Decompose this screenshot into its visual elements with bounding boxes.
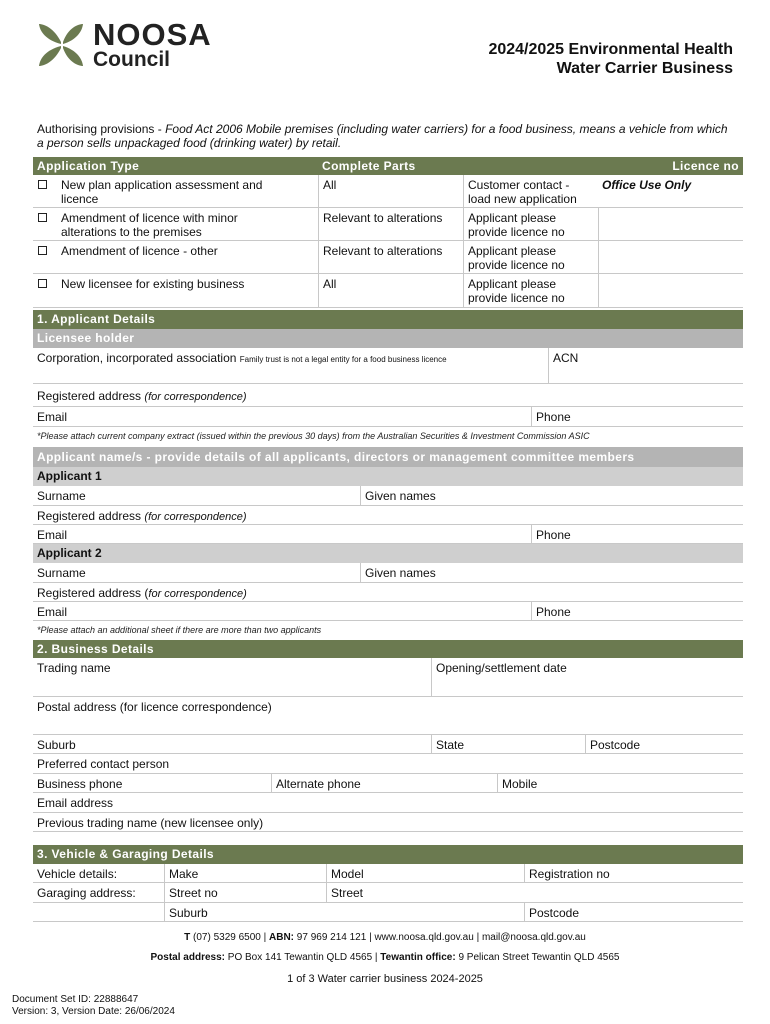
email-field[interactable] <box>33 407 531 426</box>
applicant1-email-field[interactable] <box>33 525 531 543</box>
street-no-label: Street no <box>169 886 218 900</box>
postcode-field[interactable] <box>585 735 743 753</box>
footer-abn-web-mail: 97 969 214 121 | www.noosa.qld.gov.au | mail@noosa.qld.gov.au <box>296 932 586 943</box>
header-licence-no: Licence no <box>672 159 739 173</box>
phone-field[interactable] <box>531 407 743 426</box>
applicant1-surname-field[interactable] <box>33 486 360 505</box>
contact-person-field[interactable] <box>33 754 743 773</box>
business-phone-field[interactable] <box>33 774 271 792</box>
licence-no-field-2[interactable] <box>598 208 743 240</box>
section-1-title: 1. Applicant Details <box>37 312 156 326</box>
additional-sheet-note: *Please attach an additional sheet if there are more than two applicants <box>37 625 322 635</box>
app-row-1 <box>33 175 743 208</box>
suburb-label: Suburb <box>37 738 76 752</box>
document-id-block <box>12 994 175 1018</box>
make-field[interactable] <box>164 864 326 882</box>
footer-t-label: T <box>184 932 191 943</box>
asic-note: *Please attach current company extract (issued within the previous 30 days) from the Australian Securities & Investment Commission ASIC <box>37 431 590 441</box>
office-use-only: Office Use Only <box>602 178 692 192</box>
alternate-phone-field[interactable] <box>271 774 497 792</box>
phone-label: Phone <box>536 410 571 424</box>
section-3-title: 3. Vehicle & Garaging Details <box>37 847 214 861</box>
street-label: Street <box>331 886 364 900</box>
postcode-label: Postcode <box>529 906 580 920</box>
street-no-field[interactable] <box>164 883 326 902</box>
note-new-licensee: Applicant please provide licence no <box>463 274 598 307</box>
given-names-label: Given names <box>365 566 436 580</box>
suburb-field[interactable] <box>33 735 431 753</box>
applicant1-phone-field[interactable] <box>531 525 743 543</box>
parts-new-licensee: All <box>318 274 463 307</box>
for-correspondence-label: for correspondence) <box>148 588 247 600</box>
postal-address-field[interactable] <box>33 697 743 734</box>
phone-label: Phone <box>536 528 571 542</box>
applicant2-surname-field[interactable] <box>33 563 360 582</box>
licence-no-field-3[interactable] <box>598 241 743 273</box>
logo-council-text: Council <box>93 48 170 71</box>
applicant-1-header: Applicant 1 <box>37 469 102 483</box>
authorising-prefix: Authorising provisions - <box>37 122 166 136</box>
applicants-section <box>33 447 743 621</box>
state-field[interactable] <box>431 735 585 753</box>
acn-label: ACN <box>553 351 579 365</box>
registered-address-label: Registered address ( <box>37 586 149 600</box>
app-row-2 <box>33 208 743 241</box>
corporation-note: Family trust is not a legal entity for a food business licence <box>239 355 447 364</box>
footer-abn-label: ABN: <box>269 932 295 943</box>
garaging-postcode-field[interactable] <box>524 903 743 921</box>
checkbox-amendment-other[interactable] <box>38 246 47 255</box>
trading-name-field[interactable] <box>33 658 431 696</box>
business-phone-label: Business phone <box>37 777 123 791</box>
previous-name-label: Previous trading name (new licensee only) <box>37 816 264 830</box>
corporation-label: Corporation, incorporated association <box>37 351 237 365</box>
corporation-field[interactable] <box>33 348 548 383</box>
business-details-section <box>33 640 743 832</box>
logo-noosa-text: NOOSA <box>93 17 212 52</box>
for-correspondence-label: (for correspondence) <box>144 391 247 403</box>
applicant-details-section <box>33 310 743 427</box>
opening-date-label: Opening/settlement date <box>436 661 567 675</box>
vehicle-garaging-section <box>33 845 743 922</box>
document-set-id: Document Set ID: 22888647 <box>12 994 139 1005</box>
model-field[interactable] <box>326 864 524 882</box>
for-correspondence-label: (for correspondence) <box>144 511 247 523</box>
app-type-amendment-other: Amendment of licence - other <box>61 244 218 258</box>
registered-address-label: Registered address <box>37 389 142 403</box>
surname-label: Surname <box>37 489 86 503</box>
email-label: Email <box>37 528 68 542</box>
app-type-new-plan: New plan application assessment and licence <box>61 178 263 206</box>
app-type-new-licensee: New licensee for existing business <box>61 277 245 291</box>
licensee-holder-header: Licensee holder <box>37 331 135 345</box>
section-2-title: 2. Business Details <box>37 642 154 656</box>
street-field[interactable] <box>326 883 743 902</box>
postal-address-label: Postal address (for licence correspondence) <box>37 700 272 714</box>
document-title <box>488 40 733 78</box>
opening-date-field[interactable] <box>431 658 743 696</box>
leaf-cross-icon <box>36 20 86 70</box>
applicant2-address-field[interactable] <box>33 583 743 601</box>
footer-address-line <box>0 952 770 963</box>
previous-name-field[interactable] <box>33 813 743 831</box>
app-type-amendment-minor: Amendment of licence with minor alterations to the premises <box>61 211 238 239</box>
vehicle-details-label: Vehicle details: <box>37 867 118 881</box>
make-label: Make <box>169 867 199 881</box>
applicant2-given-names-field[interactable] <box>360 563 743 582</box>
authorising-text: Food Act 2006 Mobile premises (including water carriers) for a food business, means a vehicle from which a person sells unpackaged food (drinking water) by retail. <box>37 122 728 150</box>
acn-field[interactable] <box>548 348 743 383</box>
page-info: 1 of 3 Water carrier business 2024-2025 <box>287 973 483 985</box>
alternate-phone-label: Alternate phone <box>276 777 361 791</box>
app-row-3 <box>33 241 743 274</box>
licence-no-field-4[interactable] <box>598 274 743 307</box>
parts-amendment-minor: Relevant to alterations <box>318 208 463 240</box>
authorising-provisions <box>37 122 737 150</box>
footer-phone: (07) 5329 6500 | <box>193 932 267 943</box>
applicant2-phone-field[interactable] <box>531 602 743 620</box>
document-version: Version: 3, Version Date: 26/06/2024 <box>12 1006 175 1017</box>
mobile-field[interactable] <box>497 774 743 792</box>
footer-postal-label: Postal address: <box>150 952 225 963</box>
given-names-label: Given names <box>365 489 436 503</box>
applicant2-email-field[interactable] <box>33 602 531 620</box>
footer-office: 9 Pelican Street Tewantin QLD 4565 <box>458 952 620 963</box>
email-address-field[interactable] <box>33 793 743 812</box>
application-type-table <box>33 157 743 308</box>
header-application-type: Application Type <box>37 159 140 173</box>
email-label: Email <box>37 410 68 424</box>
mobile-label: Mobile <box>502 777 538 791</box>
registered-address-field[interactable] <box>33 384 743 406</box>
checkbox-amendment-minor[interactable] <box>38 213 47 222</box>
footer-office-label: Tewantin office: <box>380 952 456 963</box>
registration-field[interactable] <box>524 864 743 882</box>
model-label: Model <box>331 867 364 881</box>
phone-label: Phone <box>536 605 571 619</box>
footer-postal: PO Box 141 Tewantin QLD 4565 | <box>227 952 378 963</box>
garaging-suburb-field[interactable] <box>164 903 524 921</box>
garaging-address-label: Garaging address: <box>37 886 136 900</box>
title-line-1: 2024/2025 Environmental Health <box>488 41 733 58</box>
parts-amendment-other: Relevant to alterations <box>318 241 463 273</box>
surname-label: Surname <box>37 566 86 580</box>
email-address-label: Email address <box>37 796 114 810</box>
state-label: State <box>436 738 465 752</box>
suburb-label: Suburb <box>169 906 208 920</box>
footer-contact-line <box>0 932 770 943</box>
parts-new-plan: All <box>318 175 463 207</box>
note-amendment-other: Applicant please provide licence no <box>463 241 598 273</box>
title-line-2: Water Carrier Business <box>556 60 733 77</box>
postcode-label: Postcode <box>590 738 641 752</box>
noosa-council-logo <box>36 18 236 74</box>
registered-address-label: Registered address <box>37 509 142 523</box>
header-complete-parts: Complete Parts <box>322 159 416 173</box>
app-row-4 <box>33 274 743 308</box>
applicant1-address-field[interactable] <box>33 506 743 524</box>
checkbox-new-licensee[interactable] <box>38 279 47 288</box>
note-new-plan: Customer contact - load new application <box>463 175 598 207</box>
note-amendment-minor: Applicant please provide licence no <box>463 208 598 240</box>
application-type-header <box>33 157 743 175</box>
email-label: Email <box>37 605 68 619</box>
applicants-header: Applicant name/s - provide details of all applicants, directors or management committee members <box>37 450 635 464</box>
contact-person-label: Preferred contact person <box>37 757 170 771</box>
applicant1-given-names-field[interactable] <box>360 486 743 505</box>
trading-name-label: Trading name <box>37 661 111 675</box>
checkbox-new-plan[interactable] <box>38 180 47 189</box>
applicant-2-header: Applicant 2 <box>37 546 102 560</box>
registration-label: Registration no <box>529 867 610 881</box>
